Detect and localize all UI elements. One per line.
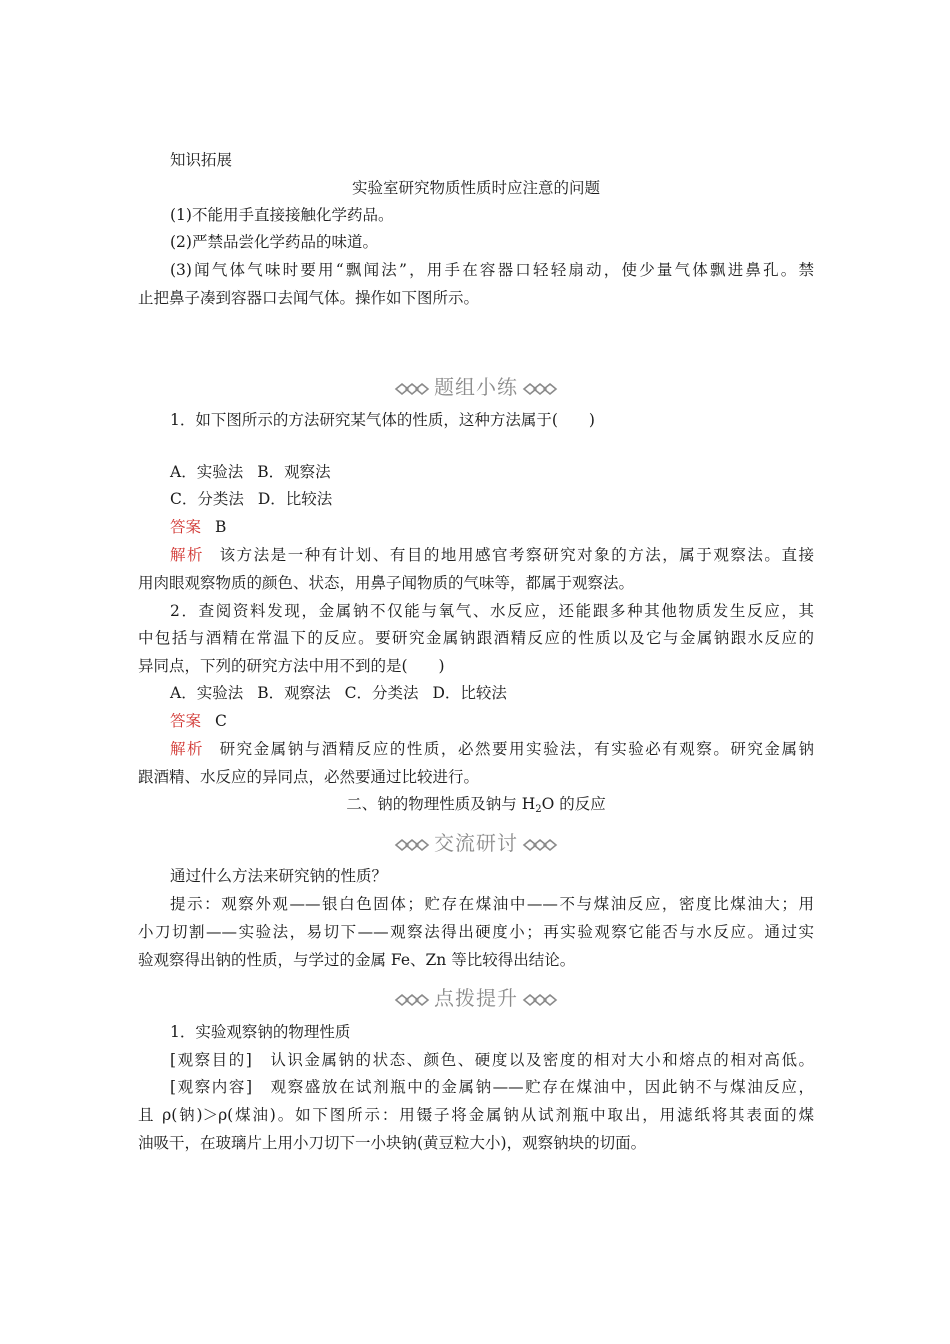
banner-practice-text: 题组小练 [434, 375, 518, 399]
knowledge-item-2: (2)严禁品尝化学药品的味道。 [170, 233, 378, 251]
q1-analysis-text: 该方法是一种有计划、有目的地用感官考察研究对象的方法，属于观察法。直接 [218, 546, 814, 564]
q2-analysis-label: 解析 [170, 740, 205, 758]
knowledge-item-1: (1)不能用手直接接触化学药品。 [170, 206, 394, 224]
q1-option-b: B．观察法 [257, 463, 331, 481]
banner-discussion-text: 交流研讨 [434, 831, 518, 855]
discussion-hint-line1: 提示：观察外观——银白色固体；贮存在煤油中——不与煤油反应，密度比煤油大；用 [170, 895, 814, 913]
q1-option-d: D．比较法 [257, 490, 333, 508]
q2-analysis-line1 [170, 739, 814, 759]
q2-analysis-line2: 跟酒精、水反应的异同点，必然要通过比较进行。 [138, 768, 480, 786]
ornament-left-icon [394, 993, 430, 1007]
ornament-left-icon [394, 838, 430, 852]
banner-tips-text: 点拨提升 [434, 986, 518, 1010]
q1-answer-label: 答案 [170, 518, 202, 536]
q1-options-ab [170, 462, 814, 482]
tips-content-line1: [观察内容] 观察盛放在试剂瓶中的金属钠——贮存在煤油中，因此钠不与煤油反应， [170, 1078, 814, 1096]
q2-option-a: A．实验法 [170, 684, 244, 702]
q2-stem-line2: 中包括与酒精在常温下的反应。要研究金属钠跟酒精反应的性质以及它与金属钠跟水反应的 [138, 629, 814, 647]
q1-answer-value: B [215, 518, 227, 536]
knowledge-item-3-line1: (3)闻气体气味时要用“飘闻法”，用手在容器口轻轻扇动，使少量气体飘进鼻孔。禁 [170, 261, 814, 279]
q1-analysis-label: 解析 [170, 546, 205, 564]
q2-analysis-text: 研究金属钠与酒精反应的性质，必然要用实验法，有实验必有观察。研究金属钠 [218, 740, 814, 758]
q2-stem-line3: 异同点，下列的研究方法中用不到的是( ) [138, 657, 445, 675]
q1-analysis-line2: 用肉眼观察物质的颜色、状态，用鼻子闻物质的气味等，都属于观察法。 [138, 574, 635, 592]
section-2-title-pre: 二、钠的物理性质及钠与 H [346, 795, 536, 813]
ornament-right-icon [522, 838, 558, 852]
banner-discussion [138, 830, 814, 856]
knowledge-item-3-line2: 止把鼻子凑到容器口去闻气体。操作如下图所示。 [138, 289, 480, 307]
ornament-left-icon [394, 382, 430, 396]
q1-options-cd [170, 489, 814, 509]
discussion-question: 通过什么方法来研究钠的性质？ [170, 867, 388, 885]
discussion-hint-line3: 验观察得出钠的性质，与学过的金属 Fe、Zn 等比较得出结论。 [138, 951, 576, 969]
section-2-title [138, 794, 814, 820]
tips-content-line3: 油吸干，在玻璃片上用小刀切下一小块钠(黄豆粒大小)，观察钠块的切面。 [138, 1134, 647, 1152]
q2-answer-value: C [215, 712, 227, 730]
ornament-right-icon [522, 993, 558, 1007]
knowledge-label: 知识拓展 [170, 151, 233, 169]
knowledge-title: 实验室研究物质性质时应注意的问题 [351, 179, 600, 197]
q1-stem: 1．如下图所示的方法研究某气体的性质，这种方法属于( ) [170, 411, 595, 429]
banner-practice [138, 374, 814, 400]
q2-stem-line1: 2．查阅资料发现，金属钠不仅能与氧气、水反应，还能跟多种其他物质发生反应，其 [170, 602, 814, 620]
q1-analysis-line1 [170, 545, 814, 565]
ornament-right-icon [522, 382, 558, 396]
section-2-title-subscript: 2 [535, 804, 542, 815]
tips-purpose: [观察目的] 认识金属钠的状态、颜色、硬度以及密度的相对大小和熔点的相对高低。 [170, 1051, 814, 1069]
q2-answer [170, 711, 814, 731]
q2-option-b: B．观察法 [257, 684, 331, 702]
banner-tips [138, 985, 814, 1011]
tips-content-line2: 且 ρ(钠)＞ρ(煤油)。如下图所示：用镊子将金属钠从试剂瓶中取出，用滤纸将其表面的煤 [138, 1106, 814, 1124]
q2-option-c: C．分类法 [344, 684, 419, 702]
tips-item-1: 1．实验观察钠的物理性质 [170, 1023, 351, 1041]
section-2-title-post: O 的反应 [541, 795, 606, 813]
q1-option-c: C．分类法 [170, 490, 244, 508]
q1-answer [170, 517, 814, 537]
q1-option-a: A．实验法 [170, 463, 244, 481]
q2-option-d: D．比较法 [432, 684, 507, 702]
q2-answer-label: 答案 [170, 712, 202, 730]
q2-options [170, 683, 814, 703]
discussion-hint-line2: 小刀切割——实验法，易切下——观察法得出硬度小；再实验观察它能否与水反应。通过实 [138, 923, 814, 941]
